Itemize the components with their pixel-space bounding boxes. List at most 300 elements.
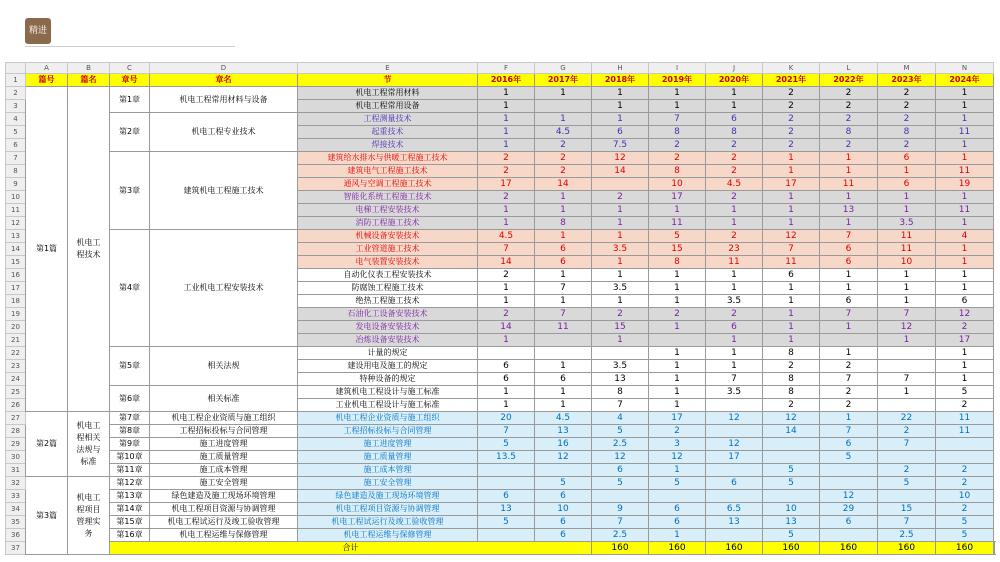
score-cell: 10 (763, 503, 820, 516)
score-cell: 1 (535, 386, 592, 399)
score-cell: 8 (820, 126, 878, 139)
score-cell: 3.5 (592, 360, 649, 373)
row-number: 25 (6, 386, 26, 399)
score-cell (820, 334, 878, 347)
total-cell: 160 (706, 542, 763, 555)
score-cell: 2 (649, 308, 706, 321)
score-cell: 6 (478, 360, 535, 373)
header-row (6, 74, 995, 87)
table-row (6, 477, 995, 490)
score-cell: 7 (535, 282, 592, 295)
row-number: 21 (6, 334, 26, 347)
score-cell: 2 (706, 152, 763, 165)
score-cell: 1 (820, 321, 878, 334)
score-cell: 1 (478, 386, 535, 399)
score-cell: 2 (878, 100, 936, 113)
score-cell: 13 (592, 373, 649, 386)
chapter-number: 第7章 (110, 412, 150, 425)
score-cell: 1 (820, 412, 878, 425)
score-cell: 6 (649, 503, 706, 516)
row-number: 35 (6, 516, 26, 529)
score-cell: 5 (936, 386, 994, 399)
score-cell: 6 (706, 477, 763, 490)
score-cell: 2 (763, 126, 820, 139)
chapter-number: 第13章 (110, 490, 150, 503)
score-cell: 2 (478, 152, 535, 165)
score-cell: 17 (706, 451, 763, 464)
row-number: 26 (6, 399, 26, 412)
score-cell: 1 (763, 334, 820, 347)
score-cell: 1 (649, 399, 706, 412)
section-name: 工程招标投标与合同管理 (298, 425, 478, 438)
score-cell: 3.5 (592, 243, 649, 256)
chapter-name: 绿色建造及施工现场环境管理 (150, 490, 298, 503)
score-cell: 11 (936, 412, 994, 425)
score-cell: 6.5 (706, 503, 763, 516)
score-cell (706, 464, 763, 477)
column-letter: D (150, 63, 298, 74)
score-cell: 12 (763, 230, 820, 243)
score-cell: 2 (820, 360, 878, 373)
row-number: 10 (6, 191, 26, 204)
score-cell: 11 (706, 256, 763, 269)
score-cell: 2 (478, 165, 535, 178)
header-cell: 2016年 (478, 74, 535, 87)
score-cell: 12 (878, 321, 936, 334)
score-cell: 6 (535, 490, 592, 503)
score-cell: 1 (592, 113, 649, 126)
score-cell: 6 (592, 126, 649, 139)
score-cell: 1 (936, 269, 994, 282)
score-cell: 5 (592, 477, 649, 490)
row-number: 2 (6, 87, 26, 100)
score-cell: 2 (592, 308, 649, 321)
score-cell: 1 (936, 217, 994, 230)
score-cell: 2 (820, 87, 878, 100)
score-cell: 1 (878, 295, 936, 308)
score-cell: 7 (478, 425, 535, 438)
score-cell: 1 (535, 191, 592, 204)
score-cell: 2 (820, 399, 878, 412)
row-number: 12 (6, 217, 26, 230)
score-cell: 1 (478, 139, 535, 152)
score-cell (535, 100, 592, 113)
title-divider (25, 46, 235, 47)
row-number: 14 (6, 243, 26, 256)
score-cell: 6 (535, 529, 592, 542)
score-cell: 2 (878, 464, 936, 477)
score-cell (592, 490, 649, 503)
score-cell: 8 (878, 126, 936, 139)
score-cell: 2 (936, 399, 994, 412)
score-cell: 5 (820, 451, 878, 464)
section-name: 特种设备的规定 (298, 373, 478, 386)
section-name: 发电设备安装技术 (298, 321, 478, 334)
score-cell: 1 (878, 386, 936, 399)
part-number: 第1篇 (26, 87, 68, 412)
score-cell: 12 (706, 412, 763, 425)
score-cell: 4.5 (535, 412, 592, 425)
score-cell (478, 347, 535, 360)
chapter-number: 第15章 (110, 516, 150, 529)
score-cell: 17 (763, 178, 820, 191)
score-cell: 1 (936, 360, 994, 373)
score-cell: 2 (763, 139, 820, 152)
chapter-number: 第10章 (110, 451, 150, 464)
chapter-number: 第4章 (110, 230, 150, 347)
score-cell: 13 (478, 503, 535, 516)
score-cell: 1 (878, 334, 936, 347)
score-cell: 5 (763, 529, 820, 542)
section-name: 绿色建造及施工现场环境管理 (298, 490, 478, 503)
row-number: 20 (6, 321, 26, 334)
table-row (6, 516, 995, 529)
score-cell: 2 (706, 308, 763, 321)
chapter-name: 工业机电工程安装技术 (150, 230, 298, 347)
score-cell: 17 (936, 334, 994, 347)
table-row (6, 438, 995, 451)
score-cell: 2 (936, 464, 994, 477)
score-cell: 6 (592, 464, 649, 477)
score-cell: 1 (763, 165, 820, 178)
score-cell: 6 (820, 516, 878, 529)
row-number: 19 (6, 308, 26, 321)
table-row (6, 386, 995, 399)
row-number: 5 (6, 126, 26, 139)
score-cell: 5 (763, 464, 820, 477)
score-cell: 1 (936, 113, 994, 126)
column-letter: M (878, 63, 936, 74)
score-cell: 6 (763, 269, 820, 282)
score-cell: 5 (535, 477, 592, 490)
score-cell: 1 (535, 269, 592, 282)
row-number: 30 (6, 451, 26, 464)
score-cell: 15 (592, 321, 649, 334)
section-name: 起重技术 (298, 126, 478, 139)
score-cell: 4.5 (535, 126, 592, 139)
score-cell: 2 (820, 139, 878, 152)
score-cell: 2 (878, 87, 936, 100)
score-cell: 1 (936, 139, 994, 152)
score-cell: 13 (820, 204, 878, 217)
column-letters (6, 63, 995, 74)
section-name: 机电工程常用材料 (298, 87, 478, 100)
section-name: 建筑电气工程施工技术 (298, 165, 478, 178)
score-cell: 8 (706, 126, 763, 139)
score-cell: 2 (820, 113, 878, 126)
row-number: 31 (6, 464, 26, 477)
total-cell: 160 (763, 542, 820, 555)
score-cell: 1 (878, 191, 936, 204)
score-cell (706, 425, 763, 438)
score-cell: 6 (936, 295, 994, 308)
row-number: 33 (6, 490, 26, 503)
score-cell: 2.5 (878, 529, 936, 542)
score-cell: 3.5 (878, 217, 936, 230)
score-cell: 1 (763, 321, 820, 334)
score-cell (535, 347, 592, 360)
section-name: 工程测量技术 (298, 113, 478, 126)
section-name: 机电工程常用设备 (298, 100, 478, 113)
column-letter: G (535, 63, 592, 74)
score-cell: 1 (936, 373, 994, 386)
score-cell: 17 (649, 412, 706, 425)
score-cell: 1 (820, 152, 878, 165)
chapter-name: 建筑机电工程施工技术 (150, 152, 298, 230)
score-cell: 1 (478, 399, 535, 412)
chapter-name: 机电工程常用材料与设备 (150, 87, 298, 113)
score-cell: 1 (706, 334, 763, 347)
score-cell: 1 (478, 87, 535, 100)
score-cell (535, 464, 592, 477)
header-cell: 2021年 (763, 74, 820, 87)
header-cell: 章号 (110, 74, 150, 87)
score-cell: 17 (478, 178, 535, 191)
score-cell: 12 (706, 438, 763, 451)
column-letter: L (820, 63, 878, 74)
score-cell: 1 (706, 87, 763, 100)
logo-badge: 精进 (25, 18, 51, 44)
score-cell: 11 (763, 256, 820, 269)
row-number: 29 (6, 438, 26, 451)
score-cell: 2 (649, 425, 706, 438)
header-cell: 2024年 (936, 74, 994, 87)
row-number: 7 (6, 152, 26, 165)
score-cell: 6 (535, 243, 592, 256)
score-cell: 16 (535, 438, 592, 451)
header-cell: 篇号 (26, 74, 68, 87)
score-cell: 11 (820, 178, 878, 191)
section-name: 施工质量管理 (298, 451, 478, 464)
score-cell: 8 (763, 386, 820, 399)
chapter-number: 第14章 (110, 503, 150, 516)
score-cell: 6 (878, 178, 936, 191)
score-cell: 5 (763, 477, 820, 490)
chapter-number: 第9章 (110, 438, 150, 451)
score-cell: 7 (878, 373, 936, 386)
score-cell: 10 (936, 490, 994, 503)
chapter-number: 第1章 (110, 87, 150, 113)
score-cell (763, 490, 820, 503)
score-cell: 1 (592, 295, 649, 308)
header-cell: 2022年 (820, 74, 878, 87)
score-cell: 1 (592, 256, 649, 269)
row-number: 15 (6, 256, 26, 269)
score-cell: 3.5 (706, 295, 763, 308)
score-cell: 1 (649, 386, 706, 399)
score-cell: 1 (649, 464, 706, 477)
score-cell: 1 (936, 243, 994, 256)
score-cell: 8 (649, 165, 706, 178)
total-cell: 160 (936, 542, 994, 555)
score-cell: 1 (878, 165, 936, 178)
score-cell: 1 (535, 360, 592, 373)
score-cell: 3.5 (592, 282, 649, 295)
score-cell: 17 (649, 191, 706, 204)
row-number: 11 (6, 204, 26, 217)
row-number: 3 (6, 100, 26, 113)
score-cell: 1 (706, 269, 763, 282)
score-cell: 2 (820, 386, 878, 399)
score-cell: 14 (478, 321, 535, 334)
chapter-name: 施工进度管理 (150, 438, 298, 451)
score-cell: 12 (936, 308, 994, 321)
score-cell (706, 529, 763, 542)
score-cell (478, 464, 535, 477)
section-name: 建筑给水排水与供暖工程施工技术 (298, 152, 478, 165)
header-cell: 2020年 (706, 74, 763, 87)
header-cell: 2018年 (592, 74, 649, 87)
section-name: 电梯工程安装技术 (298, 204, 478, 217)
section-name: 机电工程项目资源与协调管理 (298, 503, 478, 516)
score-cell: 1 (592, 217, 649, 230)
score-cell: 8 (592, 386, 649, 399)
score-cell: 6 (820, 438, 878, 451)
score-cell: 13 (535, 425, 592, 438)
score-cell: 29 (820, 503, 878, 516)
header-cell: 节 (298, 74, 478, 87)
score-cell (763, 438, 820, 451)
score-cell: 7 (820, 373, 878, 386)
score-cell: 8 (763, 373, 820, 386)
column-letter: E (298, 63, 478, 74)
score-cell: 5 (878, 477, 936, 490)
score-cell: 8 (535, 217, 592, 230)
score-cell: 6 (649, 516, 706, 529)
score-cell: 3.5 (706, 386, 763, 399)
table-row (6, 152, 995, 165)
score-cell: 2.5 (592, 438, 649, 451)
score-cell: 1 (936, 191, 994, 204)
score-cell: 7 (763, 243, 820, 256)
score-cell: 2 (820, 100, 878, 113)
score-cell: 10 (535, 503, 592, 516)
score-cell: 1 (649, 295, 706, 308)
table-row (6, 490, 995, 503)
score-cell: 11 (649, 217, 706, 230)
score-cell (535, 334, 592, 347)
section-name: 机电工程运维与保修管理 (298, 529, 478, 542)
score-cell: 5 (649, 230, 706, 243)
chapter-name: 相关法规 (150, 347, 298, 386)
score-cell: 1 (706, 100, 763, 113)
chapter-name: 工程招标投标与合同管理 (150, 425, 298, 438)
score-cell: 5 (478, 516, 535, 529)
row-number: 16 (6, 269, 26, 282)
score-cell: 5 (936, 529, 994, 542)
score-cell: 1 (820, 282, 878, 295)
score-cell: 11 (936, 204, 994, 217)
score-cell (820, 464, 878, 477)
score-cell: 1 (936, 100, 994, 113)
score-cell (763, 451, 820, 464)
table-row (6, 230, 995, 243)
score-cell: 1 (478, 100, 535, 113)
chapter-name: 机电工程项目资源与协调管理 (150, 503, 298, 516)
score-cell: 1 (878, 204, 936, 217)
table-row (6, 113, 995, 126)
score-cell (878, 360, 936, 373)
section-name: 石油化工设备安装技术 (298, 308, 478, 321)
score-cell: 1 (820, 191, 878, 204)
score-cell: 1 (535, 204, 592, 217)
chapter-name: 施工成本管理 (150, 464, 298, 477)
total-cell: 160 (649, 542, 706, 555)
score-cell: 2 (936, 503, 994, 516)
header-cell: 2019年 (649, 74, 706, 87)
total-cell: 160 (878, 542, 936, 555)
section-name: 工业机电工程设计与施工标准 (298, 399, 478, 412)
section-name: 施工成本管理 (298, 464, 478, 477)
row-number: 8 (6, 165, 26, 178)
score-cell: 1 (592, 87, 649, 100)
score-cell: 12 (592, 451, 649, 464)
column-letter (6, 63, 26, 74)
score-cell: 1 (706, 217, 763, 230)
section-name: 施工进度管理 (298, 438, 478, 451)
score-cell: 1 (936, 152, 994, 165)
score-cell: 1 (706, 347, 763, 360)
score-cell: 2 (936, 321, 994, 334)
score-cell: 2 (592, 191, 649, 204)
column-letter: I (649, 63, 706, 74)
section-name: 计量的规定 (298, 347, 478, 360)
row-number: 1 (6, 74, 26, 87)
score-cell: 8 (763, 347, 820, 360)
column-letter: H (592, 63, 649, 74)
section-name: 工业管道施工技术 (298, 243, 478, 256)
column-letter: J (706, 63, 763, 74)
score-cell: 7 (820, 425, 878, 438)
chapter-name: 施工安全管理 (150, 477, 298, 490)
score-cell: 2 (706, 165, 763, 178)
score-cell: 1 (535, 230, 592, 243)
score-cell: 11 (878, 230, 936, 243)
total-row (6, 542, 995, 555)
score-cell: 6 (706, 321, 763, 334)
score-cell: 1 (763, 282, 820, 295)
chapter-name: 机电工程专业技术 (150, 113, 298, 152)
score-cell (478, 477, 535, 490)
score-cell: 2.5 (592, 529, 649, 542)
score-cell: 1 (535, 399, 592, 412)
score-cell: 1 (592, 334, 649, 347)
score-cell: 1 (878, 282, 936, 295)
score-cell: 6 (535, 516, 592, 529)
section-name: 防腐蚀工程施工技术 (298, 282, 478, 295)
chapter-number: 第6章 (110, 386, 150, 412)
score-cell: 7 (478, 243, 535, 256)
header-cell: 篇名 (68, 74, 110, 87)
chapter-number: 第3章 (110, 152, 150, 230)
table-row (6, 464, 995, 477)
row-number: 22 (6, 347, 26, 360)
score-cell (878, 399, 936, 412)
score-cell: 14 (478, 256, 535, 269)
chapter-number: 第2章 (110, 113, 150, 152)
score-cell: 2 (763, 113, 820, 126)
score-cell (706, 399, 763, 412)
score-cell: 1 (478, 334, 535, 347)
score-cell: 1 (763, 204, 820, 217)
part-number: 第3篇 (26, 477, 68, 555)
row-number: 36 (6, 529, 26, 542)
score-cell (878, 347, 936, 360)
score-cell: 7 (592, 516, 649, 529)
score-cell: 1 (592, 269, 649, 282)
section-name: 焊接技术 (298, 139, 478, 152)
score-cell (592, 178, 649, 191)
